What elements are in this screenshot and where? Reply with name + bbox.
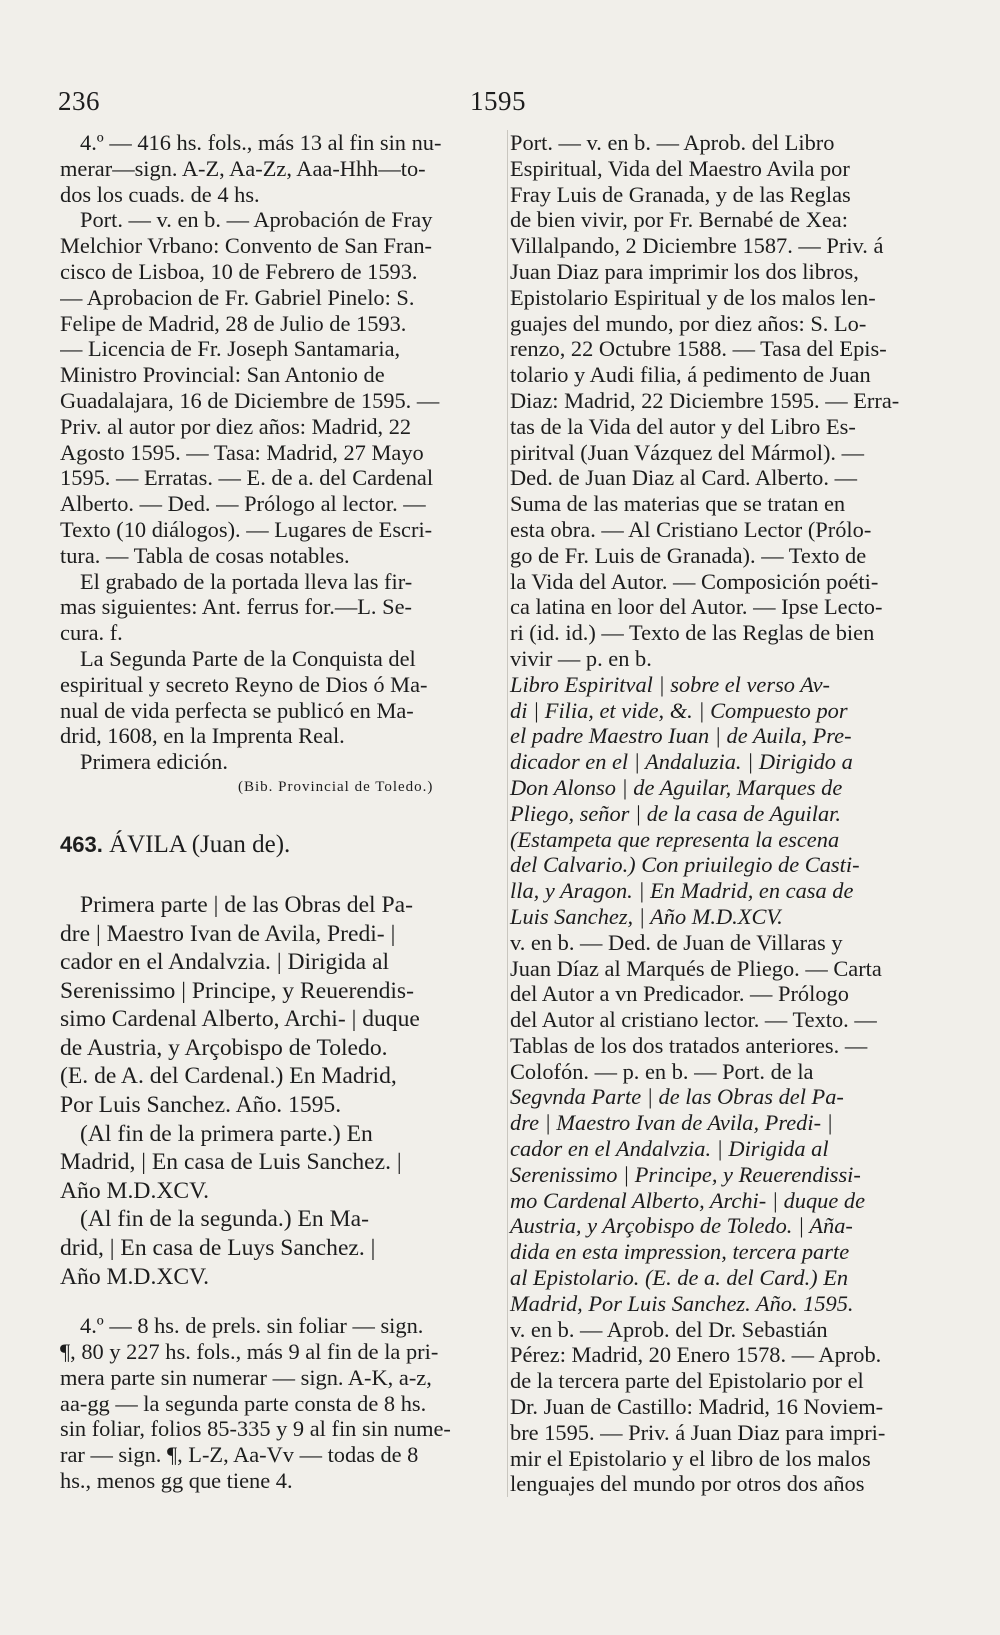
text-line: Texto (10 diálogos). — Lugares de Escri- — [60, 516, 433, 542]
text-line: Tablas de los dos tratados anteriores. — — [510, 1032, 868, 1058]
text-line: Juan Diaz para imprimir los dos libros, — [510, 258, 859, 284]
text-line: Espiritual, Vida del Maestro Avila por — [510, 155, 850, 181]
title-line: Libro Espiritval | sobre el verso Av- — [510, 671, 831, 697]
title-line: lla, y Aragon. | En Madrid, en casa de — [510, 878, 854, 904]
text-line: Juan Díaz al Marqués de Pliego. — Carta — [510, 955, 882, 981]
text-line: Port. — v. en b. — Aprobación de Fray — [80, 207, 433, 233]
title-line: Año M.D.XCV. — [60, 1263, 210, 1290]
text-line: tura. — Tabla de cosas notables. — [60, 542, 350, 568]
text-line: El grabado de la portada lleva las fir- — [80, 568, 413, 594]
text-line: nual de vida perfecta se publicó en Ma- — [60, 697, 414, 723]
text-line: Epistolario Espiritual y de los malos len- — [510, 284, 876, 310]
text-line: — Aprobacion de Fr. Gabriel Pinelo: S. — [60, 284, 415, 310]
title-line: Madrid, Por Luis Sanchez. Año. 1595. — [510, 1290, 854, 1316]
title-line: Pliego, señor | de la casa de Aguilar. — [510, 800, 841, 826]
text-line: dos los cuads. de 4 hs. — [60, 181, 260, 207]
text-line: drid, 1608, en la Imprenta Real. — [60, 723, 345, 749]
text-line: espiritual y secreto Reyno de Dios ó Ma- — [60, 671, 428, 697]
text-line: bre 1595. — Priv. á Juan Diaz para impri- — [510, 1419, 886, 1445]
title-line: Por Luis Sanchez. Año. 1595. — [60, 1092, 342, 1119]
text-line: Villalpando, 2 Diciembre 1587. — Priv. á — [510, 233, 884, 259]
text-line: Ministro Provincial: San Antonio de — [60, 362, 385, 388]
collation-line: sin foliar, folios 85-335 y 9 al fin sin nume- — [60, 1416, 451, 1442]
title-line: dre | Maestro Ivan de Avila, Predi- | — [60, 920, 396, 947]
page-number: 236 — [58, 86, 100, 116]
title-line: simo Cardenal Alberto, Archi- | duque — [60, 1006, 420, 1033]
text-line: ca latina en loor del Autor. — Ipse Lecto- — [510, 594, 883, 620]
text-line: Diaz: Madrid, 22 Diciembre 1595. — Erra- — [510, 387, 900, 413]
text-line: 4.º — 416 hs. fols., más 13 al fin sin nu- — [80, 130, 442, 155]
title-line: drid, | En casa de Luys Sanchez. | — [60, 1235, 376, 1262]
text-line: Pérez: Madrid, 20 Enero 1578. — Aprob. — [510, 1342, 882, 1368]
title-line: Año M.D.XCV. — [60, 1177, 210, 1204]
entry-number: 463. — [60, 831, 103, 857]
title-line: dicador en el | Andaluzia. | Dirigido a — [510, 749, 853, 775]
text-line: cura. f. — [60, 620, 123, 646]
library-source: (Bib. Provincial de Toledo.) — [238, 778, 434, 795]
text-line: Dr. Juan de Castillo: Madrid, 16 Noviem- — [510, 1394, 884, 1420]
text-line: tas de la Vida del autor y del Libro Es- — [510, 413, 856, 439]
title-line: (Al fin de la segunda.) En Ma- — [80, 1206, 369, 1233]
title-line: Don Alonso | de Aguilar, Marques de — [510, 774, 843, 800]
right-column — [507, 130, 933, 1497]
title-line: mo Cardenal Alberto, Archi- | duque de — [510, 1187, 866, 1213]
collation-line: 4.º — 8 hs. de prels. sin foliar — sign. — [80, 1313, 424, 1339]
text-line: lenguajes del mundo por otros dos años — [510, 1471, 865, 1497]
text-line: ri (id. id.) — Texto de las Reglas de bien — [510, 620, 875, 646]
text-line: Suma de las materias que se tratan en — [510, 491, 846, 517]
title-line: Madrid, | En casa de Luis Sanchez. | — [60, 1149, 402, 1176]
text-line: mir el Epistolario y el libro de los malos — [510, 1445, 871, 1471]
collation-line: ¶, 80 y 227 hs. fols., más 9 al fin de la pri- — [60, 1339, 439, 1365]
text-line: v. en b. — Aprob. del Dr. Sebastián — [510, 1316, 828, 1342]
title-line: dida en esta impression, tercera parte — [510, 1239, 850, 1265]
text-line: Priv. al autor por diez años: Madrid, 22 — [60, 413, 412, 439]
title-line: cador en el Andalvzia. | Dirigida al — [510, 1136, 829, 1162]
text-line: Guadalajara, 16 de Diciembre de 1595. — — [60, 387, 440, 413]
text-line: Fray Luis de Granada, y de las Reglas — [510, 181, 851, 207]
text-line: guajes del mundo, por diez años: S. Lo- — [510, 310, 867, 336]
text-line: Melchior Vrbano: Convento de San Fran- — [60, 233, 432, 259]
title-line: Serenissimo | Principe, y Reuerendis- — [60, 977, 414, 1004]
title-line: (E. de A. del Cardenal.) En Madrid, — [60, 1063, 397, 1090]
collation-line: rar — sign. ¶, L-Z, Aa-Vv — todas de 8 — [60, 1442, 419, 1468]
text-line: Ded. de Juan Diaz al Card. Alberto. — — [510, 465, 857, 491]
text-line: esta obra. — Al Cristiano Lector (Prólo- — [510, 516, 872, 542]
text-line: — Licencia de Fr. Joseph Santamaria, — [60, 336, 401, 362]
text-line: cisco de Lisboa, 10 de Febrero de 1593. — [60, 258, 418, 284]
text-line: Agosto 1595. — Tasa: Madrid, 27 Mayo — [60, 439, 424, 465]
text-line: del Autor a vn Predicador. — Prólogo — [510, 981, 849, 1007]
text-line: Colofón. — p. en b. — Port. de la — [510, 1058, 814, 1084]
text-line: de la tercera parte del Epistolario por el — [510, 1368, 864, 1394]
title-line: (Estampeta que representa la escena — [510, 826, 840, 852]
text-line: merar—sign. A-Z, Aa-Zz, Aaa-Hhh—to- — [60, 155, 426, 181]
text-line: Primera edición. — [80, 749, 228, 775]
title-line: de Austria, y Arçobispo de Toledo. — [60, 1034, 388, 1061]
text-line: Alberto. — Ded. — Prólogo al lector. — — [60, 491, 426, 517]
text-line: renzo, 22 Octubre 1588. — Tasa del Epis- — [510, 336, 887, 362]
left-column — [60, 130, 478, 1494]
collation-line: aa-gg — la segunda parte consta de 8 hs. — [60, 1390, 427, 1416]
title-line: el padre Maestro Iuan | de Auila, Pre- — [510, 723, 852, 749]
text-line: del Autor al cristiano lector. — Texto. — — [510, 1007, 877, 1033]
title-line: al Epistolario. (E. de a. del Card.) En — [510, 1265, 849, 1291]
title-line: Austria, y Arçobispo de Toledo. | Aña- — [510, 1213, 853, 1239]
text-line: tolario y Audi filia, á pedimento de Juan — [510, 362, 871, 388]
text-line: vivir — p. en b. — [510, 645, 652, 671]
text-line: la Vida del Autor. — Composición poéti- — [510, 568, 879, 594]
text-line: mas siguientes: Ant. ferrus for.—L. Se- — [60, 594, 412, 620]
title-line: Primera parte | de las Obras del Pa- — [80, 891, 413, 918]
collation-line: mera parte sin numerar — sign. A-K, a-z, — [60, 1364, 432, 1390]
title-line: del Calvario.) Con priuilegio de Casti- — [510, 852, 860, 878]
title-line: (Al fin de la primera parte.) En — [80, 1120, 373, 1147]
text-line: 1595. — Erratas. — E. de a. del Cardenal — [60, 465, 434, 491]
text-line: v. en b. — Ded. de Juan de Villaras y — [510, 929, 843, 955]
title-line: di | Filia, et vide, &. | Compuesto por — [510, 697, 848, 723]
entry-author: ÁVILA (Juan de). — [109, 830, 291, 858]
title-line: dre | Maestro Ivan de Avila, Predi- | — [510, 1110, 833, 1136]
collation-line: hs., menos gg que tiene 4. — [60, 1468, 293, 1494]
title-line: cador en el Andalvzia. | Dirigida al — [60, 949, 390, 976]
text-line: go de Fr. Luis de Granada). — Texto de — [510, 542, 867, 568]
text-line: de bien vivir, por Fr. Bernabé de Xea: — [510, 207, 848, 233]
title-line: Segvnda Parte | de las Obras del Pa- — [510, 1084, 844, 1110]
entry-heading — [60, 829, 478, 861]
text-line: piritval (Juan Vázquez del Mármol). — — [510, 439, 864, 465]
title-line: Serenissimo | Principe, y Reuerendissi- — [510, 1161, 861, 1187]
text-line: Port. — v. en b. — Aprob. del Libro — [510, 130, 835, 155]
text-line: La Segunda Parte de la Conquista del — [80, 645, 416, 671]
running-head-year: 1595 — [470, 86, 526, 116]
title-line: Luis Sanchez, | Año M.D.XCV. — [510, 903, 783, 929]
text-line: Felipe de Madrid, 28 de Julio de 1593. — [60, 310, 407, 336]
